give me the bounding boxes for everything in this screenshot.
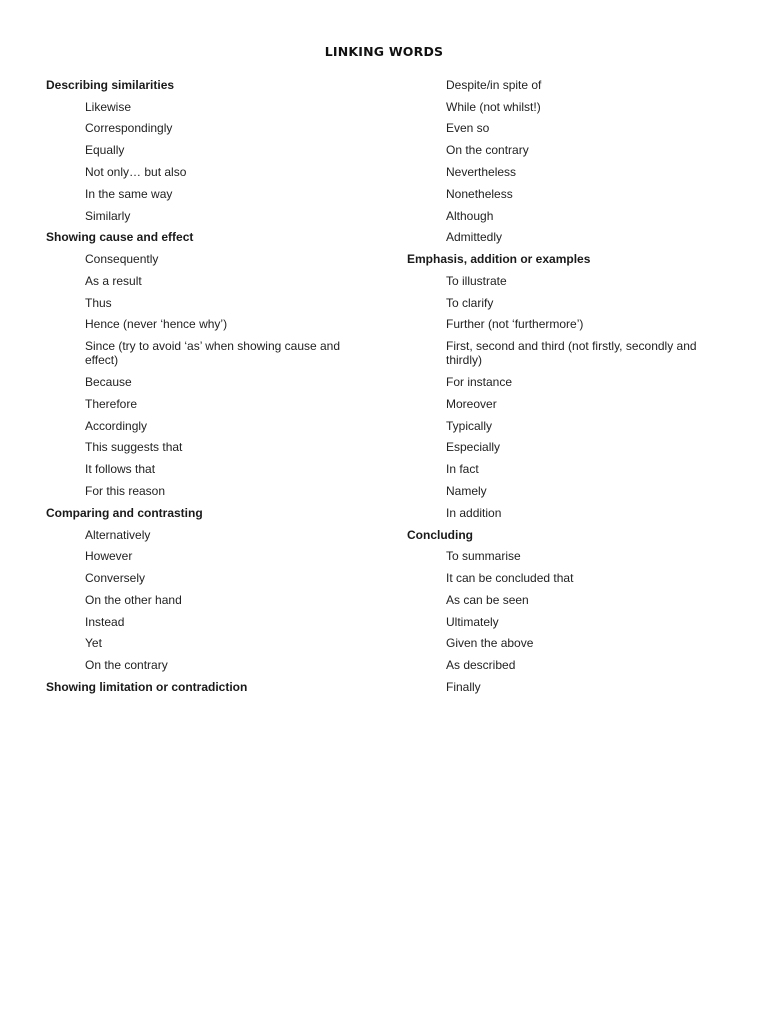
linking-word-item: Equally (85, 143, 125, 158)
page-title: LINKING WORDS (324, 44, 444, 59)
linking-word-item: Given the above (446, 636, 534, 651)
linking-word-item: It can be concluded that (446, 571, 574, 586)
left-column (46, 74, 346, 698)
section-heading: Concluding (407, 527, 473, 542)
linking-word-item: Despite/in spite of (446, 77, 542, 92)
linking-word-item: Accordingly (85, 418, 148, 433)
linking-word-item: Because (85, 375, 132, 390)
linking-word-item: As a result (85, 273, 142, 288)
linking-word-item: Since (try to avoid ‘as’ when showing cause and effect) (85, 339, 341, 368)
section-heading: Showing limitation or contradiction (46, 679, 248, 694)
linking-word-item: Admittedly (446, 230, 503, 245)
linking-word-item: In fact (446, 462, 479, 477)
linking-word-item: Consequently (85, 252, 159, 267)
section-heading: Emphasis, addition or examples (407, 252, 591, 267)
linking-word-item: Nonetheless (446, 186, 513, 201)
linking-word-item: Not only… but also (85, 165, 187, 180)
linking-word-item: This suggests that (85, 440, 183, 455)
linking-word-item: For this reason (85, 483, 166, 498)
linking-word-item: Namely (446, 483, 487, 498)
section-heading: Comparing and contrasting (46, 505, 203, 520)
linking-word-item: On the contrary (446, 143, 529, 158)
linking-word-item: Alternatively (85, 527, 151, 542)
linking-word-item: On the contrary (85, 658, 168, 673)
linking-word-item: It follows that (85, 462, 156, 477)
linking-word-item: Thus (85, 295, 112, 310)
linking-word-item: Typically (446, 418, 493, 433)
linking-word-item: Even so (446, 121, 490, 136)
linking-word-item: Similarly (85, 208, 131, 223)
linking-word-item: While (not whilst!) (446, 99, 541, 114)
linking-word-item: First, second and third (not firstly, secondly and thirdly) (446, 339, 697, 368)
linking-word-item: Instead (85, 614, 125, 629)
linking-word-item: However (85, 549, 133, 564)
linking-word-item: Likewise (85, 99, 132, 114)
linking-word-item: Moreover (446, 396, 497, 411)
linking-word-item: Finally (446, 679, 481, 694)
linking-word-item: To illustrate (446, 273, 507, 288)
linking-word-item: Ultimately (446, 614, 499, 629)
linking-word-item: For instance (446, 375, 513, 390)
linking-word-item: Although (446, 208, 494, 223)
linking-word-item: Nevertheless (446, 165, 517, 180)
section-heading: Describing similarities (46, 77, 175, 92)
linking-word-item: Especially (446, 440, 501, 455)
linking-word-item: Therefore (85, 396, 138, 411)
linking-word-item: As can be seen (446, 592, 529, 607)
linking-word-item: Yet (85, 636, 102, 651)
linking-word-item: In the same way (85, 186, 173, 201)
linking-word-item: To clarify (446, 295, 494, 310)
linking-word-item: In addition (446, 505, 502, 520)
linking-word-item: On the other hand (85, 592, 182, 607)
section-heading: Showing cause and effect (46, 230, 194, 245)
linking-word-item: As described (446, 658, 516, 673)
right-column (407, 74, 707, 698)
linking-word-item: To summarise (446, 549, 521, 564)
linking-word-item: Further (not ‘furthermore’) (446, 317, 584, 332)
linking-word-item: Conversely (85, 571, 146, 586)
linking-word-item: Correspondingly (85, 121, 173, 136)
linking-word-item: Hence (never ‘hence why’) (85, 317, 228, 332)
